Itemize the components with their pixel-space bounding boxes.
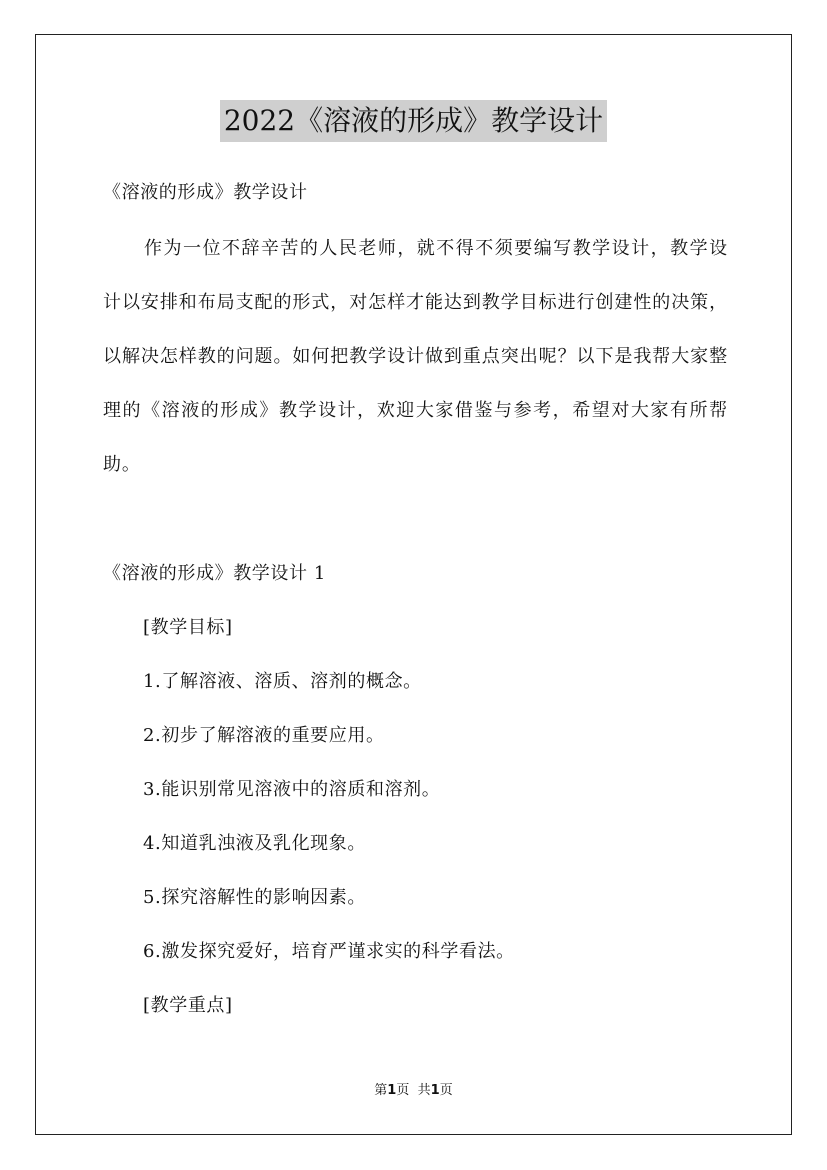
footer-page-prefix: 第 xyxy=(374,1083,388,1098)
page-footer xyxy=(0,1082,827,1100)
footer-total-number: 1 xyxy=(430,1083,440,1098)
goals-heading: [教学目标] xyxy=(143,617,233,638)
section-heading: 《溶液的形成》教学设计 1 xyxy=(103,563,326,584)
focus-heading: [教学重点] xyxy=(143,995,233,1016)
footer-page-number: 1 xyxy=(387,1083,397,1098)
intro-paragraph: 作为一位不辞辛苦的人民老师，就不得不须要编写教学设计，教学设计以安排和布局支配的形式，对怎样才能达到教学目标进行创建性的决策，以解决怎样教的问题。如何把教学设计做到重点突出呢？以下是我帮大家整理的《溶液的形成》教学设计，欢迎大家借鉴与参考，希望对大家有所帮助。 xyxy=(103,238,728,475)
footer-page-suffix: 页 xyxy=(396,1083,410,1098)
goal-item: 3.能识别常见溶液中的溶质和溶剂。 xyxy=(143,779,441,800)
document-title-wrap xyxy=(0,100,827,142)
footer-total-prefix: 共 xyxy=(417,1083,431,1098)
goal-item: 4.知道乳浊液及乳化现象。 xyxy=(143,833,366,854)
goal-item: 6.激发探究爱好，培育严谨求实的科学看法。 xyxy=(143,941,515,962)
footer-total-suffix: 页 xyxy=(439,1083,453,1098)
document-subtitle: 《溶液的形成》教学设计 xyxy=(103,182,308,203)
goal-item: 5.探究溶解性的影响因素。 xyxy=(143,887,366,908)
document-title: 2022《溶液的形成》教学设计 xyxy=(220,100,607,142)
goal-item: 1.了解溶液、溶质、溶剂的概念。 xyxy=(143,671,422,692)
goal-item: 2.初步了解溶液的重要应用。 xyxy=(143,725,385,746)
